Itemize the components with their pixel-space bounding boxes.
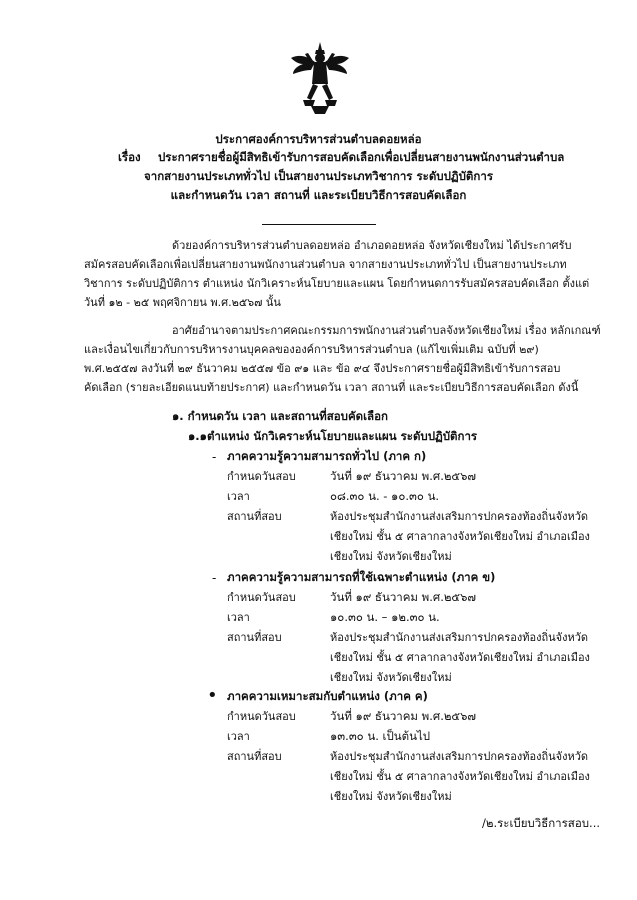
exam-date-label: กำหนดวันสอบ bbox=[227, 470, 296, 483]
exam-bullet: - bbox=[212, 571, 217, 585]
exam-date: วันที่ ๑๙ ธันวาคม พ.ศ.๒๕๖๗ bbox=[330, 590, 477, 604]
exam-date: วันที่ ๑๙ ธันวาคม พ.ศ.๒๕๖๗ bbox=[330, 469, 477, 483]
paragraph1-line: วันที่ ๑๒ - ๒๕ พฤศจิกายน พ.ศ.๒๕๖๗ นั้น bbox=[84, 296, 281, 309]
exam-place: ห้องประชุมสำนักงานส่งเสริมการปกครองท้องถิ่นจังหวัด bbox=[330, 510, 589, 523]
paragraph2-line: และเงื่อนไขเกี่ยวกับการบริหารงานบุคคลขององค์การบริหารส่วนตำบล (แก้ไขเพิ่มเติม ฉบับที่ ๒๙) bbox=[84, 343, 539, 356]
exam-place-label: สถานที่สอบ bbox=[227, 750, 282, 763]
exam-title: ภาคความรู้ความสามารถทั่วไป (ภาค ก) bbox=[227, 449, 427, 463]
exam-time: ๑๐.๓๐ น. – ๑๒.๓๐ น. bbox=[330, 610, 440, 624]
exam-date-label: กำหนดวันสอบ bbox=[227, 710, 296, 723]
exam-place: เชียงใหม่ ชั้น ๕ ศาลากลางจังหวัดเชียงใหม่ อำเภอเมือง bbox=[330, 770, 590, 783]
header-divider bbox=[262, 224, 376, 225]
continuation-note: /๒.ระเบียบวิธีการสอบ... bbox=[482, 816, 600, 830]
exam-bullet: • bbox=[207, 685, 218, 706]
exam-place: เชียงใหม่ จังหวัดเชียงใหม่ bbox=[330, 671, 452, 684]
exam-place: เชียงใหม่ จังหวัดเชียงใหม่ bbox=[330, 550, 452, 563]
subject-line-2: จากสายงานประเภททั่วไป เป็นสายงานประเภทวิชาการ ระดับปฏิบัติการ bbox=[144, 169, 493, 183]
exam-time: ๑๓.๓๐ น. เป็นต้นไป bbox=[330, 729, 431, 743]
paragraph1-line: สมัครสอบคัดเลือกเพื่อเปลี่ยนสายงานพนักงานส่วนตำบล จากสายงานประเภททั่วไป เป็นสายงานประเภท bbox=[84, 258, 567, 271]
paragraph2-line: พ.ศ.๒๕๕๗ ลงวันที่ ๒๙ ธันวาคม ๒๕๕๗ ข้อ ๙๑ และ ข้อ ๙๔ จึงประกาศรายชื่อผู้มีสิทธิเข้ารับการสอบ bbox=[84, 362, 561, 375]
subject-label: เรื่อง bbox=[118, 150, 141, 164]
section1-heading: ๑. กำหนดวัน เวลา และสถานที่สอบคัดเลือก bbox=[172, 409, 388, 423]
garuda-emblem bbox=[289, 40, 351, 116]
exam-time-label: เวลา bbox=[227, 490, 250, 503]
exam-title: ภาคความเหมาะสมกับตำแหน่ง (ภาค ค) bbox=[227, 689, 428, 703]
paragraph2-line: คัดเลือก (รายละเอียดแนบท้ายประกาศ) และกำหนดวัน เวลา สถานที่ และระเบียบวิธีการสอบคัดเลือก ดังนี้ bbox=[84, 381, 579, 394]
exam-date: วันที่ ๑๙ ธันวาคม พ.ศ.๒๕๖๗ bbox=[330, 709, 477, 723]
issuer-title: ประกาศองค์การบริหารส่วนตำบลดอยหล่อ bbox=[215, 132, 422, 146]
exam-time-label: เวลา bbox=[227, 730, 250, 743]
paragraph1-line: วิชาการ ระดับปฏิบัติการ ตำแหน่ง นักวิเคราะห์นโยบายและแผน โดยกำหนดการรับสมัครสอบคัดเลือก ตั้งแต่ bbox=[84, 277, 590, 290]
subject-line-1: ประกาศรายชื่อผู้มีสิทธิเข้ารับการสอบคัดเลือกเพื่อเปลี่ยนสายงานพนักงานส่วนตำบล bbox=[158, 150, 565, 164]
paragraph2-line: อาศัยอำนาจตามประกาศคณะกรรมการพนักงานส่วนตำบลจังหวัดเชียงใหม่ เรื่อง หลักเกณฑ์ bbox=[172, 324, 601, 337]
exam-time: ๐๘.๓๐ น. - ๑๐.๓๐ น. bbox=[330, 489, 440, 503]
exam-place: ห้องประชุมสำนักงานส่งเสริมการปกครองท้องถิ่นจังหวัด bbox=[330, 750, 589, 763]
exam-place: ห้องประชุมสำนักงานส่งเสริมการปกครองท้องถิ่นจังหวัด bbox=[330, 631, 589, 644]
paragraph1-line: ด้วยองค์การบริหารส่วนตำบลดอยหล่อ อำเภอดอยหล่อ จังหวัดเชียงใหม่ ได้ประกาศรับ bbox=[172, 239, 572, 252]
exam-time-label: เวลา bbox=[227, 611, 250, 624]
exam-place: เชียงใหม่ จังหวัดเชียงใหม่ bbox=[330, 790, 452, 803]
exam-bullet: - bbox=[212, 450, 217, 464]
exam-place: เชียงใหม่ ชั้น ๕ ศาลากลางจังหวัดเชียงใหม่ อำเภอเมือง bbox=[330, 651, 590, 664]
exam-place-label: สถานที่สอบ bbox=[227, 510, 282, 523]
exam-title: ภาคความรู้ความสามารถที่ใช้เฉพาะตำแหน่ง (ภาค ข) bbox=[227, 570, 496, 584]
exam-place: เชียงใหม่ ชั้น ๕ ศาลากลางจังหวัดเชียงใหม่ อำเภอเมือง bbox=[330, 530, 590, 543]
exam-date-label: กำหนดวันสอบ bbox=[227, 591, 296, 604]
exam-place-label: สถานที่สอบ bbox=[227, 631, 282, 644]
subject-line-3: และกำหนดวัน เวลา สถานที่ และระเบียบวิธีการสอบคัดเลือก bbox=[170, 188, 467, 202]
section1-1-heading: ๑.๑ตำแหน่ง นักวิเคราะห์นโยบายและแผน ระดับปฏิบัติการ bbox=[188, 429, 478, 443]
